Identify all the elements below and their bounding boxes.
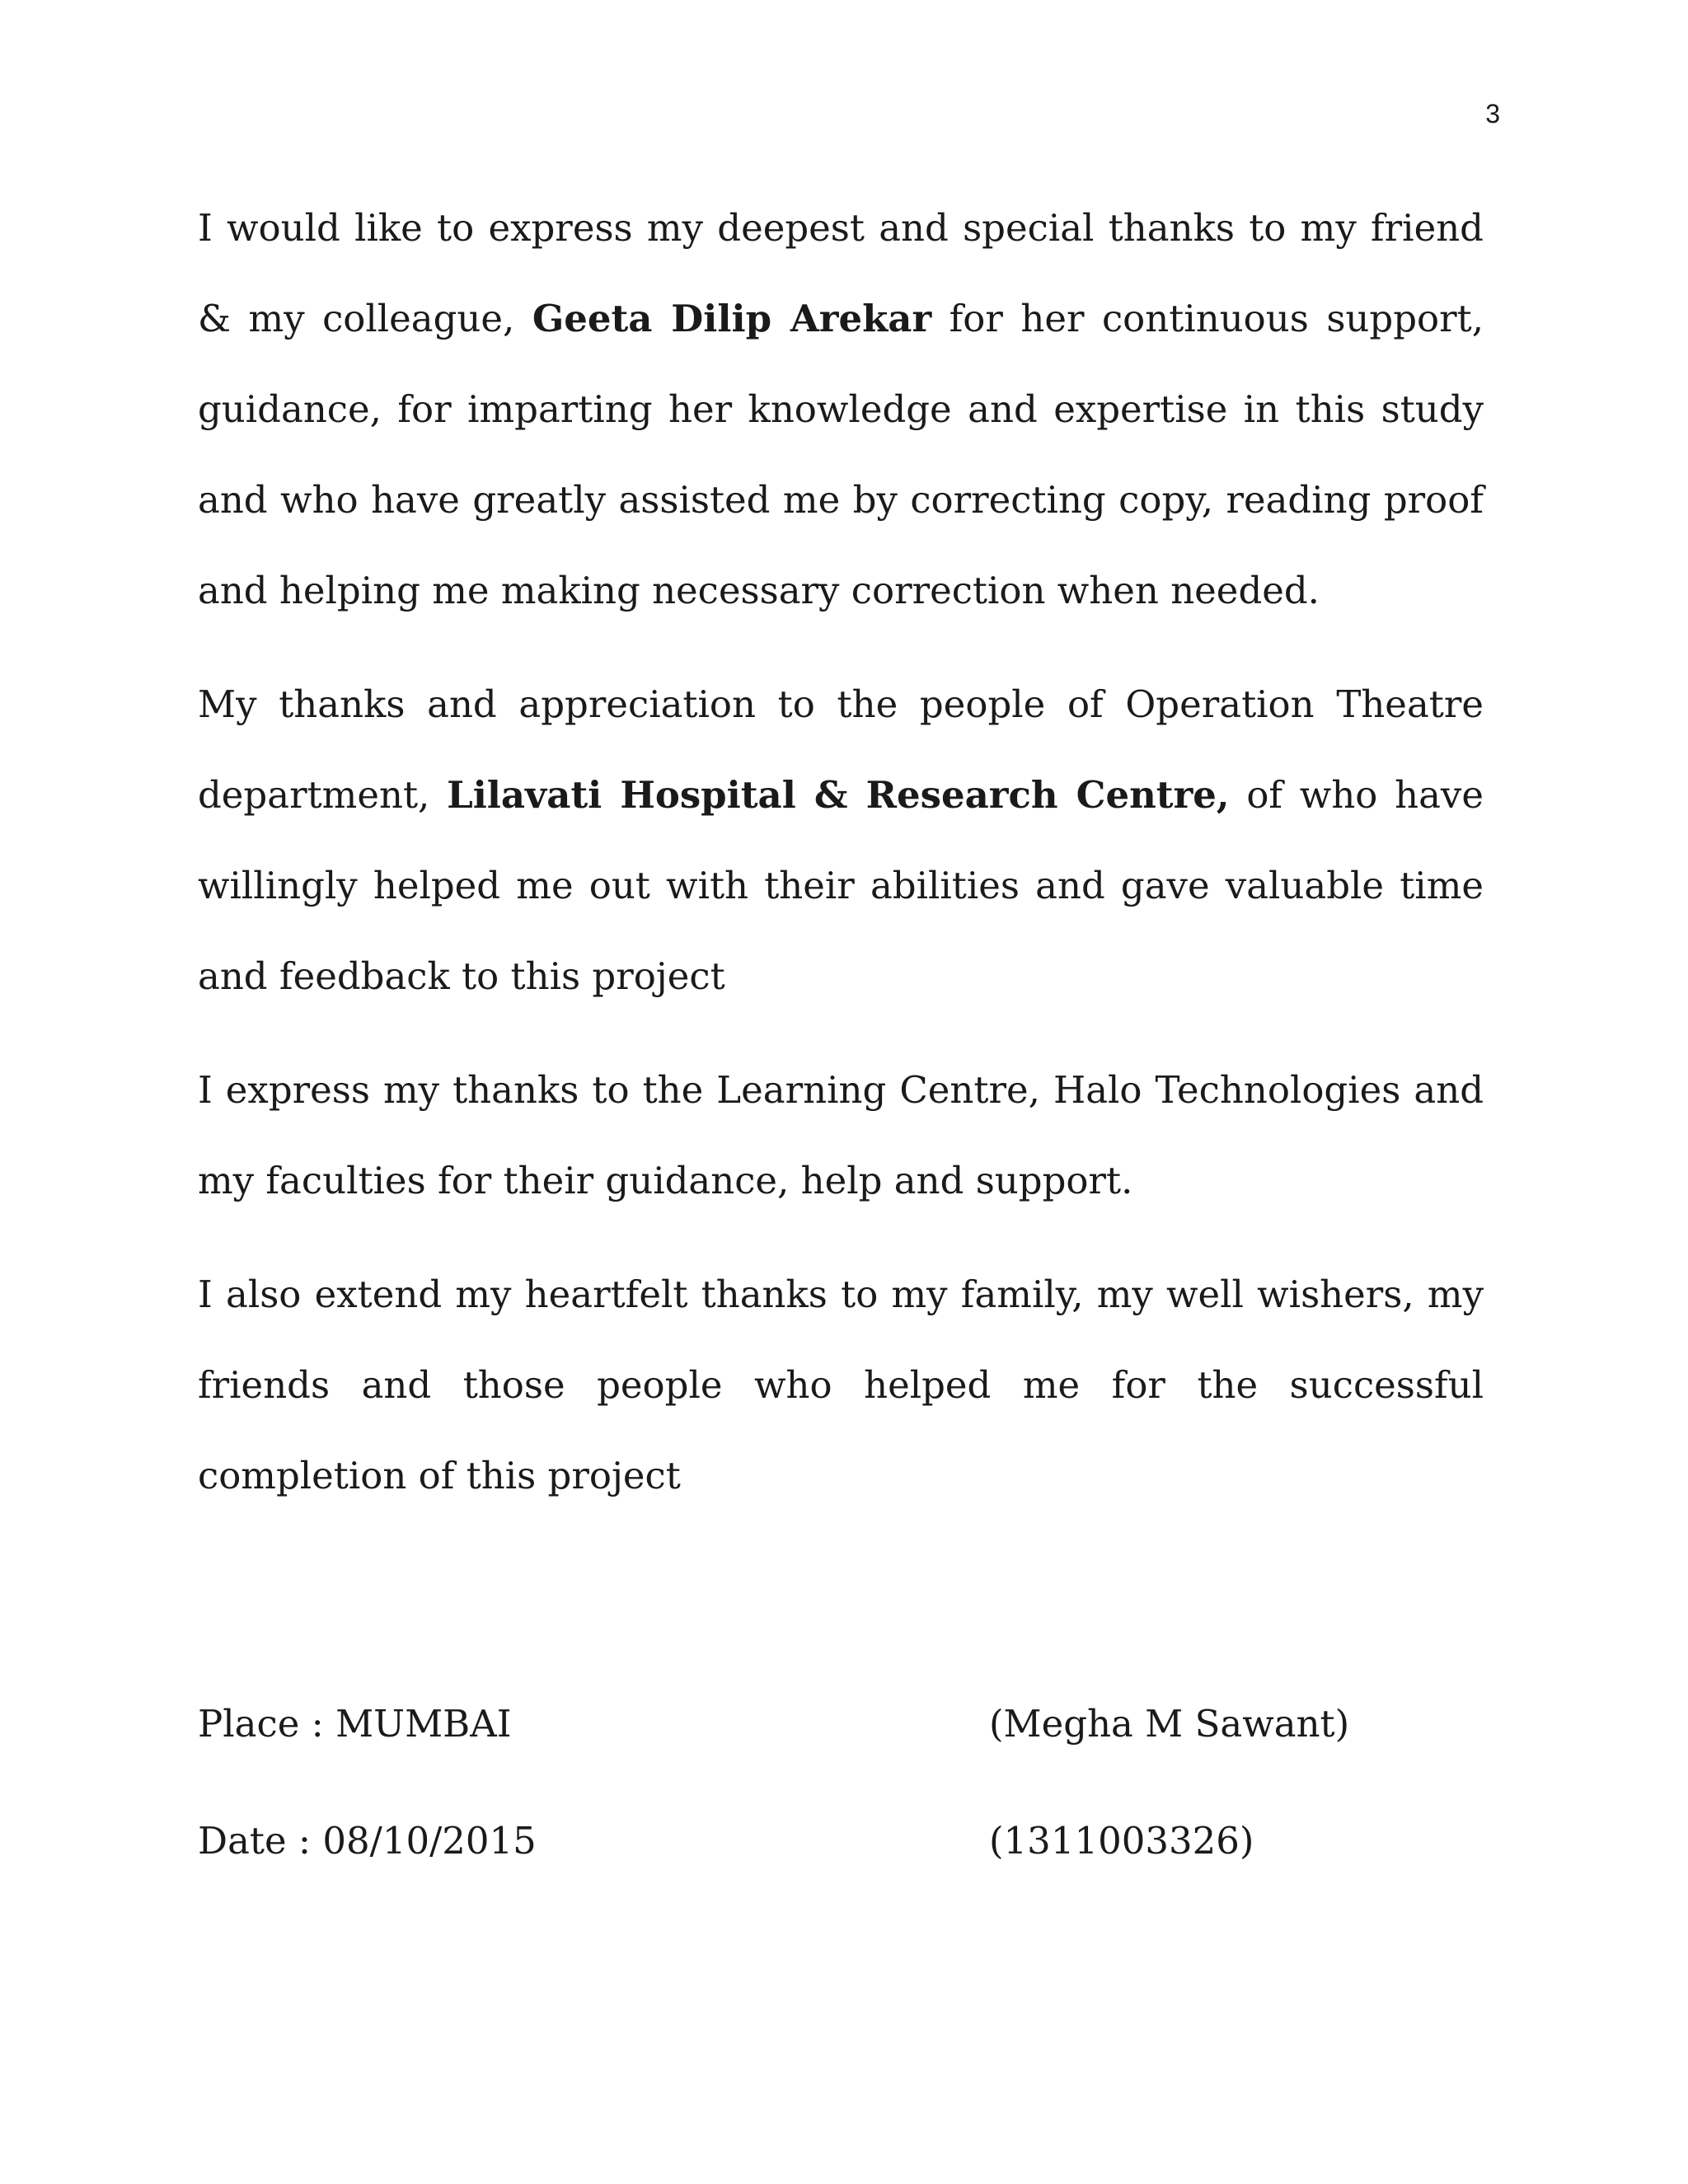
paragraph-thanks-learning-centre: I express my thanks to the Learning Centre, Halo Technologies and my faculties for their guidance, help and support. [198,1068,1484,1202]
paragraph-thanks-hospital [198,659,1484,1022]
paragraph-text: I would like to express my deepest and special thanks to my friend & my colleague, [198,206,1484,340]
signoff-row-place [198,1691,1484,1757]
place-label: Place : MUMBAI [198,1702,512,1746]
paragraph-text: for her continuous support, guidance, for imparting her knowledge and expertise in this study and who have greatly assisted me by correcting copy, reading proof and helping me making necessary correction when needed. [198,297,1484,612]
page-number: 3 [1485,99,1500,129]
hospital-name: Lilavati Hospital & Research Centre, [447,773,1230,817]
signoff-row-date [198,1808,1484,1874]
author-id-number: (1311003326) [989,1819,1254,1863]
paragraph-thanks-colleague [198,183,1484,636]
paragraph-text: My thanks and appreciation to the people of Operation Theatre department, [198,682,1484,817]
colleague-name: Geeta Dilip Arekar [532,297,932,340]
paragraph-text: of who have willingly helped me out with their abilities and gave valuable time and feedback to this project [198,773,1484,998]
date-label: Date : 08/10/2015 [198,1819,537,1863]
paragraph-thanks-family: I also extend my heartfelt thanks to my family, my well wishers, my friends and those people who helped me for the successful completion of this project [198,1272,1484,1497]
author-name: (Megha M Sawant) [989,1702,1350,1746]
acknowledgement-body [198,183,1484,1544]
